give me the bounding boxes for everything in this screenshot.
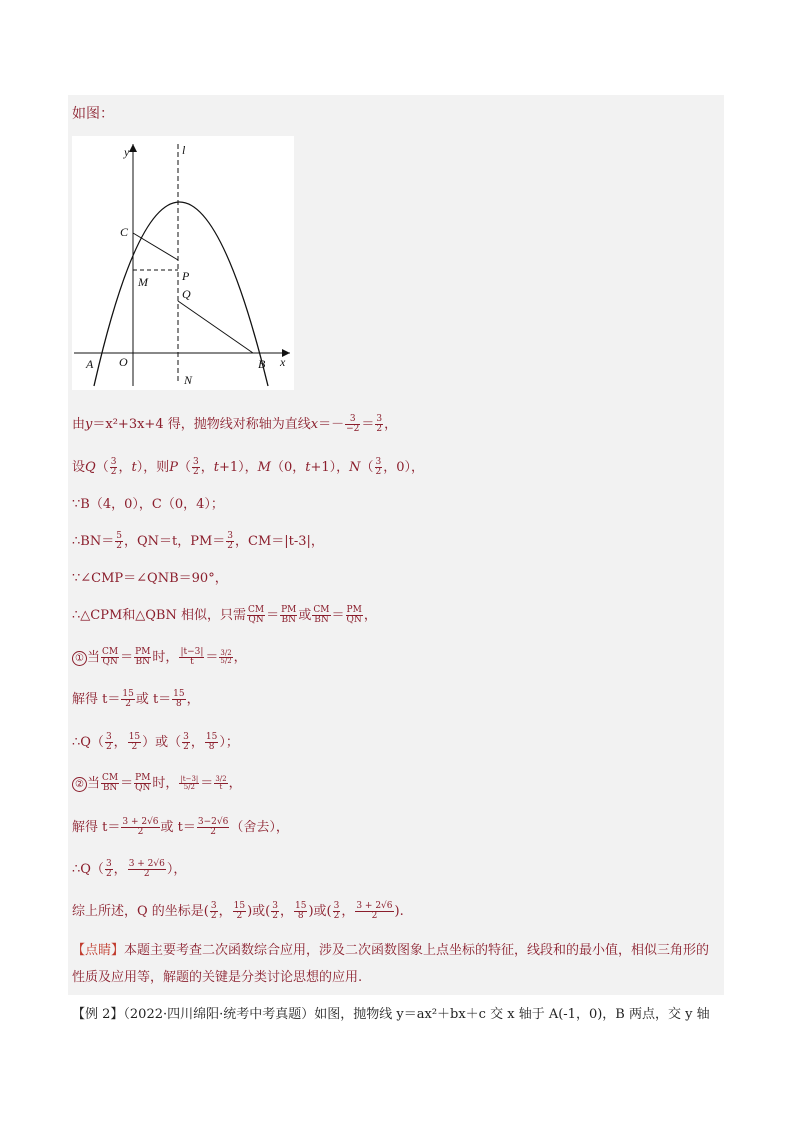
label-m: M — [138, 275, 148, 289]
solution-line-4: ∴BN＝ $\frac{5}{2}$ ，QN＝t，PM＝ $\frac{3}{2}$ ，CM＝|t-3|， — [72, 531, 324, 551]
remark-text: 本题主要考查二次函数综合应用，涉及二次函数图象上点坐标的特征，线段和的最小值，相似三角形的性质及应用等，解题的关键是分类讨论思想的应用. — [72, 943, 710, 985]
segment-qb — [178, 301, 253, 353]
remark-paragraph — [72, 937, 720, 991]
label-n: N — [184, 373, 193, 387]
solution-line-8: 解得 t＝ $\frac{15}{2}$ 或 t＝ $\frac{15}{8}$ ， — [72, 689, 200, 709]
label-b: B — [258, 357, 266, 371]
example-tag: 【例 2】 — [72, 1007, 124, 1022]
parabola-figure — [72, 136, 294, 390]
parabola-diagram — [72, 136, 294, 390]
segment-cp — [133, 233, 178, 260]
label-q: Q — [182, 287, 191, 301]
label-y: y — [124, 145, 130, 159]
label-p: P — [182, 269, 190, 283]
remark-tag: 【点睛】 — [72, 943, 125, 958]
example-text: （2022·四川绵阳·统考中考真题）如图，抛物线 y＝ax²＋bx＋c 交 x 轴于 A(-1，0)，B 两点，交 y 轴 — [123, 1007, 710, 1022]
solution-line-2: 设Q（ $\frac{3}{2}$ ，t），则P（ $\frac{3}{2}$ ，t+1），M（0，t+1），N（ $\frac{3}{2}$ ，0）， — [72, 457, 425, 477]
solution-line-3: ∵B（4，0），C（0，4）； — [72, 497, 224, 512]
solution-line-13: 综上所述，Q 的坐标是( $\frac{3}{2}$ ， $\frac{15}{2}$ )或( $\frac{3}{2}$ ， $\frac{15}{8}$ )或( $\frac{3}{2}$ ， $\frac{3 + 2√6}{2}$ ). — [72, 901, 404, 921]
label-c: C — [120, 225, 129, 239]
solution-line-9: ∴Q（ $\frac{3}{2}$ ， $\frac{15}{2}$ ）或（ $\frac{3}{2}$ ， $\frac{15}{8}$ ）； — [72, 732, 239, 752]
solution-line-12: ∴Q（ $\frac{3}{2}$ ， $\frac{3 + 2√6}{2}$ ）， — [72, 859, 187, 879]
solution-line-11: 解得 t＝ $\frac{3 + 2√6}{2}$ 或 t＝ $\frac{3-2√6}{2}$ （舍去）， — [72, 817, 289, 837]
label-l: l — [182, 143, 186, 157]
solution-line-5: ∵∠CMP＝∠QNB＝90°， — [72, 571, 228, 586]
label-o: O — [119, 355, 128, 369]
label-a: A — [86, 357, 94, 371]
solution-line-7: ① 当 $\frac{CM}{QN}$ ＝ $\frac{PM}{BN}$ 时， $\frac{|t-3|}{t}$ ＝ $\frac{3/2}{5/2}$ ， — [72, 648, 247, 667]
label-x: x — [280, 355, 286, 369]
intro-text: 如图： — [72, 106, 114, 122]
solution-line-1: 由y＝x²+3x+4 得，抛物线对称轴为直线x＝－ $\frac{3}{-2}$ ＝ $\frac{3}{2}$ ， — [72, 414, 398, 434]
y-axis-arrow — [129, 144, 137, 152]
solution-line-6: ∴△CPM和△QBN 相似，只需 $\frac{CM}{QN}$ ＝ $\frac{PM}{BN}$ 或 $\frac{CM}{BN}$ ＝ $\frac{PM}{QN}$ ， — [72, 605, 377, 625]
solution-line-10: ② 当 $\frac{CM}{BN}$ ＝ $\frac{PM}{QN}$ 时， $\frac{|t-3|}{5/2}$ ＝ $\frac{3/2}{t}$ ， — [72, 774, 242, 793]
example-2-heading — [72, 1003, 722, 1022]
